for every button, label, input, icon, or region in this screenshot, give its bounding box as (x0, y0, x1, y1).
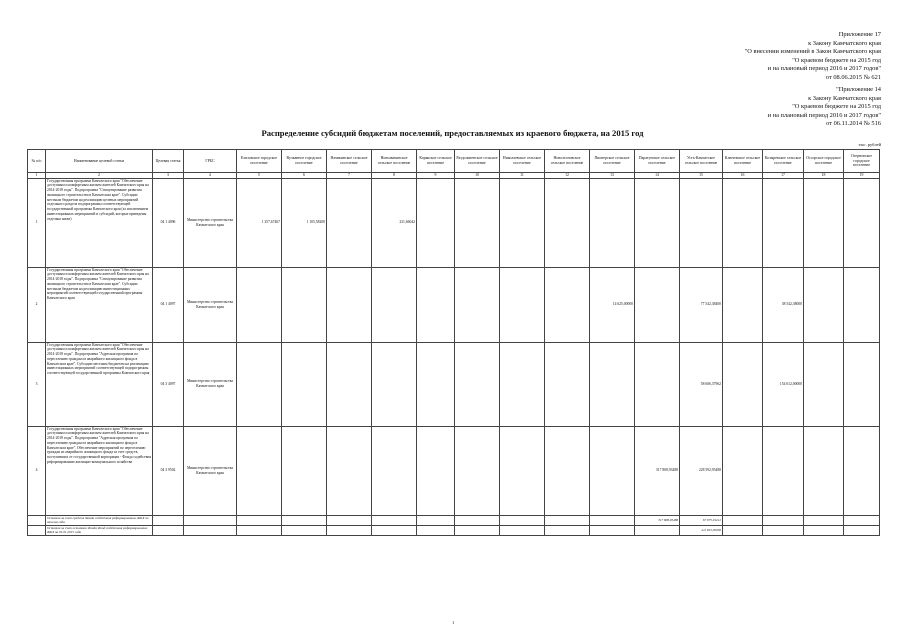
amount-cell (804, 267, 844, 342)
amount-cell (282, 267, 327, 342)
column-number: 7 (327, 173, 372, 179)
column-number: 3 (153, 173, 184, 179)
table-row (28, 267, 880, 342)
row-number-cell: 2 (28, 267, 46, 342)
column-number: 12 (545, 173, 590, 179)
amount-cell (455, 342, 500, 426)
amount-cell (455, 525, 500, 535)
amount-cell: 228 592,95488 (680, 426, 723, 515)
amount-cell (635, 342, 680, 426)
item-name-cell: Государственная программа Камчатского края "Обеспечение доступным и комфортным жильем жителей Камчатского края на 2014-2018 годы". Подпрограмма "Адресная программа по переселению граждан из аварийного жилищного фонда в Камчатском крае". Обеспечение мероприятий по переселению граждан из аварийного жилищного фонда за счет средств, поступивших от государственной корпорации - Фонда содействия реформированию жилищно-коммунального хозяйства (46, 426, 153, 515)
amount-cell: 1 357,67467 (237, 178, 282, 267)
amount-cell (545, 267, 590, 342)
amount-cell (844, 342, 880, 426)
grbs-cell: Министерство строительства Камчатского края (184, 342, 237, 426)
target-code-cell (153, 525, 184, 535)
subsidies-table (27, 149, 880, 536)
amount-cell (763, 525, 804, 535)
header-line: "Приложение 14 (836, 86, 881, 93)
amount-cell (500, 515, 545, 525)
amount-cell (282, 426, 327, 515)
amount-cell (500, 525, 545, 535)
grbs-cell: Министерство строительства Камчатского края (184, 267, 237, 342)
amount-cell (327, 426, 372, 515)
table-header-row (28, 150, 880, 173)
amount-cell (804, 342, 844, 426)
header-line: Приложение 17 (838, 31, 881, 38)
header-line: к Закону Камчатского края (808, 94, 881, 102)
column-number: 4 (184, 173, 237, 179)
amount-cell (500, 426, 545, 515)
column-number: 18 (804, 173, 844, 179)
column-header: Начикинское сельское поселение (327, 150, 372, 173)
amount-cell (417, 515, 455, 525)
column-header: Наименование целевой статьи (46, 150, 153, 173)
amount-cell (635, 525, 680, 535)
table-row (28, 178, 880, 267)
amount-cell (545, 515, 590, 525)
appendix-header (745, 31, 881, 83)
amount-cell (500, 342, 545, 426)
target-code-cell: 04 1 4096 (153, 178, 184, 267)
amount-cell (282, 515, 327, 525)
header-line: к Закону Камчатского края (808, 39, 881, 47)
amount-cell (372, 267, 417, 342)
amount-cell (590, 342, 635, 426)
item-name-cell: Государственная программа Камчатского края "Обеспечение доступным и комфортным жильем жителей Камчатского края на 2014-2018 годы". Подпрограмма "Адресная программа по переселению граждан из аварийного жилищного фонда в Камчатском крае". Субсидии местным бюджетам на реализацию инвестиционных мероприятий соответствующей подпрограммы соответствующей государственной программы Камчатского края (46, 342, 153, 426)
column-header: Новолесновское сельское поселение (545, 150, 590, 173)
amount-cell (327, 515, 372, 525)
amount-cell (763, 178, 804, 267)
previous-appendix-header (768, 86, 881, 129)
amount-cell (327, 178, 372, 267)
amount-cell (417, 426, 455, 515)
column-header: Корякское сельское поселение (417, 150, 455, 173)
amount-cell: 58 606,37962 (680, 342, 723, 426)
header-line: "О внесении изменений в Закон Камчатского края (744, 48, 881, 56)
target-code-cell: 04 3 4097 (153, 342, 184, 426)
amount-cell (545, 525, 590, 535)
header-line: "О краевом бюджете на 2015 год (792, 56, 881, 64)
header-line: от 08.06.2015 № 621 (825, 73, 881, 81)
amount-cell (417, 525, 455, 535)
amount-cell (237, 342, 282, 426)
header-line: от 06.11.2014 № 516 (826, 120, 881, 128)
amount-cell (417, 342, 455, 426)
header-line: "О краевом бюджете на 2015 год (792, 103, 881, 111)
amount-cell (804, 525, 844, 535)
amount-cell: 317 808,93488 (635, 426, 680, 515)
target-code-cell (153, 515, 184, 525)
row-number-cell: 1 (28, 178, 46, 267)
amount-cell (500, 267, 545, 342)
amount-cell (844, 426, 880, 515)
amount-cell: 67 075,19212 (680, 515, 723, 525)
amount-cell (844, 515, 880, 525)
row-number-cell: 4 (28, 426, 46, 515)
target-code-cell: 04 3 9502 (153, 426, 184, 515)
table-row (28, 515, 880, 525)
amount-cell (282, 525, 327, 535)
amount-cell (372, 426, 417, 515)
amount-cell: 77 542,38400 (680, 267, 723, 342)
grbs-cell (184, 515, 237, 525)
amount-cell (545, 178, 590, 267)
amount-cell (723, 515, 763, 525)
row-number-cell (28, 515, 46, 525)
column-number: 15 (680, 173, 723, 179)
item-name-cell: Государственная программа Камчатского края "Обеспечение доступным и комфортным жильем жителей Камчатского края на 2014-2018 годы". Подпрограмма "Стимулирование развития жилищного строительства в Камчатском крае". Субсидии местным бюджетам на реализацию целевых мероприятий отдельного раздела подпрограммы соответствующей государственной программы Камчатского края (за исключением инвестиционных мероприятий и субсидий, которые приведены отдельно ниже) (46, 178, 153, 267)
units-label: тыс. рублей (858, 142, 881, 147)
amount-cell: 38 542,38000 (763, 267, 804, 342)
amount-cell (327, 525, 372, 535)
column-number: 17 (763, 173, 804, 179)
amount-cell (723, 342, 763, 426)
grbs-cell: Министерство строительства Камчатского края (184, 426, 237, 515)
amount-cell: 154 612,00000 (763, 342, 804, 426)
column-number: 6 (282, 173, 327, 179)
amount-cell (763, 426, 804, 515)
amount-cell (237, 267, 282, 342)
column-number: 19 (844, 173, 880, 179)
amount-cell: 231,66042 (372, 178, 417, 267)
amount-cell (372, 515, 417, 525)
column-header: Усть-Камчатское сельское поселение (680, 150, 723, 173)
amount-cell (417, 178, 455, 267)
document-title: Распределение субсидий бюджетам поселений, предоставляемых из краевого бюджета, на 2015 год (261, 128, 644, 138)
amount-cell (590, 515, 635, 525)
amount-cell (417, 267, 455, 342)
column-header: Целевая статья (153, 150, 184, 173)
column-header: Озерновское городское поселение (844, 150, 880, 173)
amount-cell: 317 808,93488 (635, 515, 680, 525)
table-row (28, 342, 880, 426)
column-number: 13 (590, 173, 635, 179)
amount-cell: 1 105,58200 (282, 178, 327, 267)
amount-cell (723, 426, 763, 515)
target-code-cell: 04 1 4097 (153, 267, 184, 342)
amount-cell (844, 525, 880, 535)
table-row (28, 426, 880, 515)
amount-cell (635, 267, 680, 342)
amount-cell (763, 515, 804, 525)
column-header: Вулканное городское поселение (282, 150, 327, 173)
column-header: Елизовское городское поселение (237, 150, 282, 173)
column-number: 11 (500, 173, 545, 179)
header-line: и на плановый период 2016 и 2017 годов" (767, 111, 881, 119)
amount-cell: 14 625,00000 (590, 267, 635, 342)
column-number: 2 (46, 173, 153, 179)
amount-cell (723, 525, 763, 535)
amount-cell (455, 178, 500, 267)
amount-cell (455, 267, 500, 342)
amount-cell (237, 515, 282, 525)
column-header: Раздольненское сельское поселение (455, 150, 500, 173)
column-header: Пионерское сельское поселение (590, 150, 635, 173)
item-name-cell: Остаток за счет средств Фонда содействия реформированию ЖКХ по итогам года (46, 515, 153, 525)
amount-cell (680, 178, 723, 267)
amount-cell (327, 267, 372, 342)
amount-cell (635, 178, 680, 267)
grbs-cell (184, 525, 237, 535)
amount-cell (723, 267, 763, 342)
amount-cell (372, 525, 417, 535)
amount-cell (237, 426, 282, 515)
column-number: 14 (635, 173, 680, 179)
column-number: 8 (372, 173, 417, 179)
column-header: Козыревское сельское поселение (763, 150, 804, 173)
header-line: и на плановый период 2016 и 2017 годов" (767, 65, 881, 73)
column-header: Николаевское сельское поселение (500, 150, 545, 173)
amount-cell (327, 342, 372, 426)
amount-cell (590, 525, 635, 535)
column-header: ГРБС (184, 150, 237, 173)
amount-cell (455, 515, 500, 525)
item-name-cell: Остаток за счет остатков Фонда Фонд содействия реформированию ЖКХ на 01.01.2015 года (46, 525, 153, 535)
amount-cell (282, 342, 327, 426)
amount-cell (804, 426, 844, 515)
item-name-cell: Государственная программа Камчатского края "Обеспечение доступным и комфортным жильем жителей Камчатского края на 2014-2018 годы". Подпрограмма "Стимулирование развития жилищного строительства в Камчатском крае". Субсидии местным бюджетам на реализацию инвестиционных мероприятий соответствующей государственной программы Камчатского края (46, 267, 153, 342)
row-number-cell: 3 (28, 342, 46, 426)
page-number: 1 (452, 620, 455, 625)
amount-cell (237, 525, 282, 535)
column-header: Ключевское сельское поселение (723, 150, 763, 173)
amount-cell (804, 178, 844, 267)
amount-cell (545, 342, 590, 426)
amount-cell: 211 815,95036 (680, 525, 723, 535)
amount-cell (723, 178, 763, 267)
column-number: 1 (28, 173, 46, 179)
column-header: Оссорское городское поселение (804, 150, 844, 173)
amount-cell (372, 342, 417, 426)
column-number: 9 (417, 173, 455, 179)
amount-cell (804, 515, 844, 525)
amount-cell (844, 267, 880, 342)
column-header: № п/п (28, 150, 46, 173)
column-header: Паратунское сельское поселение (635, 150, 680, 173)
amount-cell (590, 178, 635, 267)
grbs-cell: Министерство строительства Камчатского края (184, 178, 237, 267)
column-number: 5 (237, 173, 282, 179)
row-number-cell (28, 525, 46, 535)
amount-cell (545, 426, 590, 515)
amount-cell (844, 178, 880, 267)
column-number: 16 (723, 173, 763, 179)
amount-cell (500, 178, 545, 267)
column-header: Новоавачинское сельское поселение (372, 150, 417, 173)
table-row (28, 525, 880, 535)
column-number: 10 (455, 173, 500, 179)
amount-cell (455, 426, 500, 515)
amount-cell (590, 426, 635, 515)
